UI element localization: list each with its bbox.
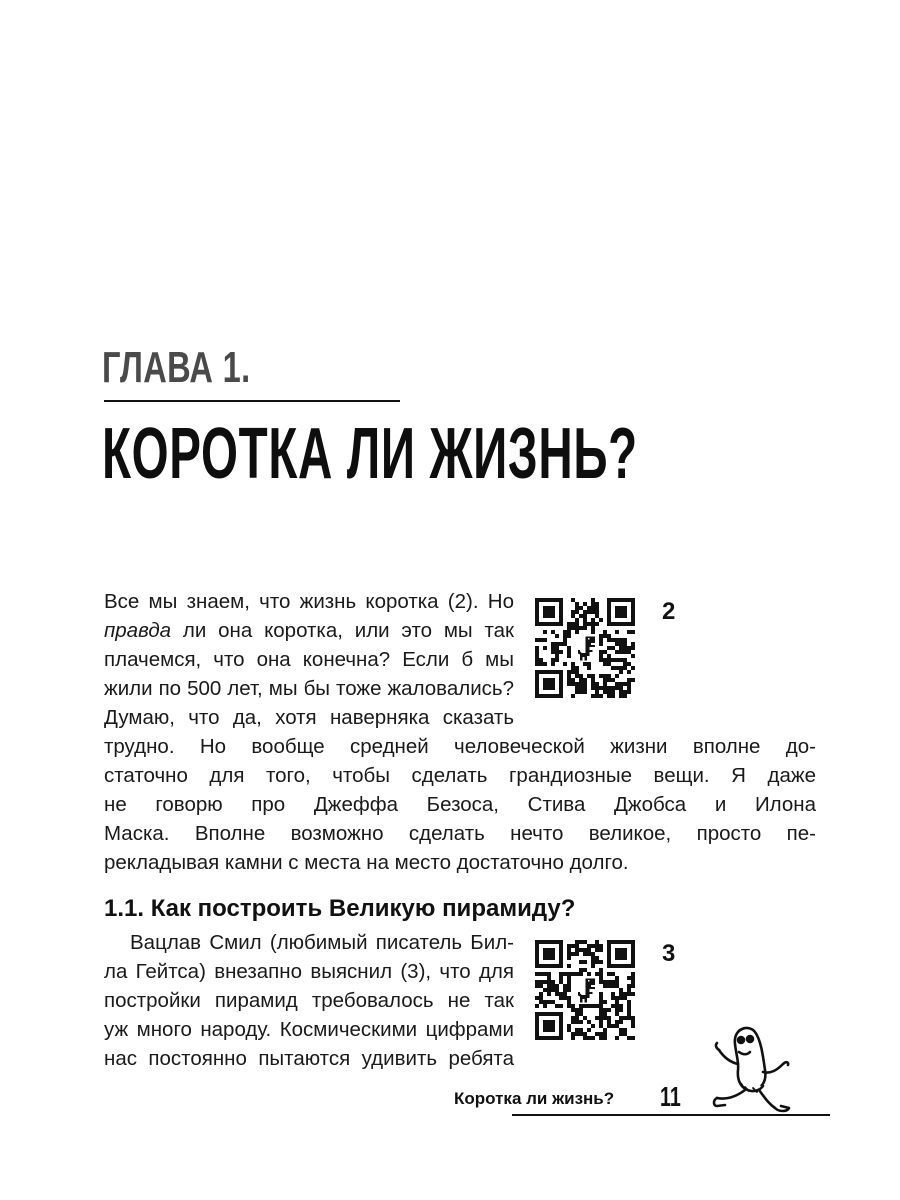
intro-line: Все мы знаем, что жизнь коротка (2). Но [104,590,514,613]
intro-line: трудно. Но вообще средней человеческой жизни вполне до- [104,735,816,758]
section-paragraph [104,928,514,1073]
section-line: нас постоянно пытаются удивить ребята [104,1047,514,1070]
intro-line: плачемся, что она конечна? Если б мы [104,648,514,671]
qr-number: 2 [662,598,676,625]
running-mascot-icon [705,1020,805,1116]
section-line: уж много народу. Космическими цифрами [104,1018,514,1041]
intro-line-rest: ли она коротка, или это мы так [182,619,515,642]
qr-code[interactable] [535,598,635,698]
qr-number: 3 [662,940,676,967]
dinosaur-icon [571,634,599,662]
chapter-title: КОРОТКА ЛИ ЖИЗНЬ? [102,414,638,494]
intro-line: не говорю про Джеффа Безоса, Стива Джобса и Илона [104,793,816,816]
italic-word: правда [104,619,172,642]
intro-line: статочно для того, чтобы сделать грандиозные вещи. Я даже [104,764,816,787]
intro-line: жили по 500 лет, мы бы тоже жаловались? [104,677,514,700]
section-heading: 1.1. Как построить Великую пирамиду? [104,895,576,922]
section-line: Вацлав Смил (любимый писатель Бил- [130,931,514,954]
intro-line: Думаю, что да, хотя наверняка сказать [104,706,514,729]
section-line: постройки пирамид требовалось не так [104,989,514,1012]
intro-line: Маска. Вполне возможно сделать нечто великое, просто пе- [104,822,816,845]
chapter-label: ГЛАВА 1. [102,343,251,392]
running-title: Коротка ли жизнь? [454,1089,615,1108]
intro-line [104,616,514,645]
intro-paragraph-top [104,587,514,732]
section-line: ла Гейтса) внезапно выяснил (3), что для [104,960,514,983]
page-number: 11 [660,1081,681,1112]
intro-line: рекладывая камни с места на место достаточно долго. [104,851,629,874]
qr-code[interactable] [535,940,635,1040]
dinosaur-icon [571,976,599,1004]
intro-paragraph-bottom [104,732,816,877]
chapter-rule [104,400,400,402]
